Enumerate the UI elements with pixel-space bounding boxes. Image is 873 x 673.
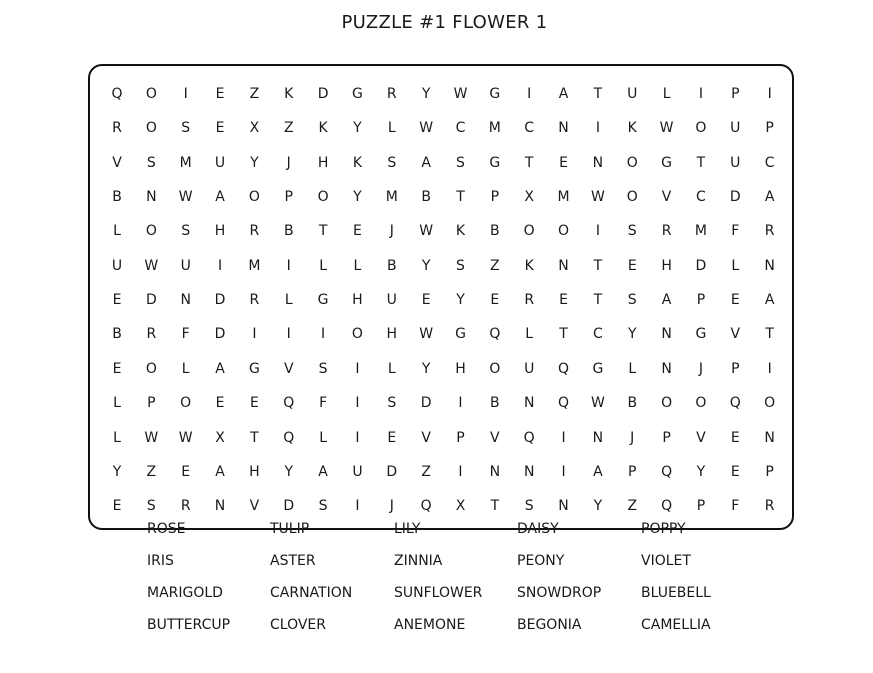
grid-letter[interactable]: H bbox=[455, 360, 466, 377]
grid-letter[interactable]: T bbox=[318, 223, 328, 240]
grid-letter[interactable]: W bbox=[419, 326, 434, 343]
grid-letter[interactable]: D bbox=[695, 257, 707, 274]
grid-letter[interactable]: O bbox=[180, 395, 192, 412]
grid-letter[interactable]: R bbox=[112, 120, 122, 137]
grid-letter[interactable]: I bbox=[217, 257, 223, 274]
word-list-item: MARIGOLD bbox=[147, 585, 223, 601]
grid-letter[interactable]: P bbox=[765, 463, 774, 480]
grid-letter[interactable]: K bbox=[318, 120, 328, 137]
grid-letter[interactable]: E bbox=[730, 292, 740, 309]
grid-letter[interactable]: N bbox=[180, 292, 191, 309]
grid-letter[interactable]: T bbox=[593, 292, 603, 309]
grid-letter[interactable]: P bbox=[284, 189, 293, 206]
grid-letter[interactable]: B bbox=[112, 189, 122, 206]
grid-letter[interactable]: L bbox=[319, 429, 327, 446]
grid-letter[interactable]: D bbox=[420, 395, 432, 412]
grid-letter[interactable]: B bbox=[490, 395, 500, 412]
grid-letter[interactable]: F bbox=[731, 223, 740, 240]
grid-letter[interactable]: A bbox=[558, 86, 569, 102]
grid-letter[interactable]: N bbox=[592, 429, 604, 446]
grid-letter[interactable]: N bbox=[661, 326, 672, 343]
grid-letter[interactable]: I bbox=[183, 86, 188, 102]
grid-letter[interactable]: H bbox=[317, 154, 329, 171]
word-list-item: ASTER bbox=[270, 553, 316, 569]
grid-letter[interactable]: W bbox=[419, 120, 434, 137]
grid-letter[interactable]: C bbox=[455, 120, 466, 137]
grid-letter[interactable]: R bbox=[249, 292, 260, 309]
grid-letter[interactable]: C bbox=[524, 120, 535, 137]
grid-letter[interactable]: N bbox=[558, 257, 569, 274]
grid-letter[interactable]: W bbox=[178, 429, 193, 446]
grid-letter[interactable]: N bbox=[558, 120, 569, 137]
grid-letter[interactable]: Y bbox=[284, 463, 294, 480]
grid-letter[interactable]: I bbox=[767, 360, 772, 377]
grid-letter[interactable]: P bbox=[731, 86, 740, 102]
grid-letter[interactable]: L bbox=[113, 429, 121, 446]
grid-letter[interactable]: G bbox=[489, 86, 501, 102]
grid-letter[interactable]: G bbox=[489, 154, 501, 171]
grid-letter[interactable]: S bbox=[318, 360, 328, 377]
grid-letter[interactable]: Y bbox=[421, 360, 431, 377]
grid-letter[interactable]: T bbox=[250, 429, 259, 446]
grid-letter[interactable]: X bbox=[249, 120, 260, 137]
grid-letter[interactable]: H bbox=[661, 257, 672, 274]
grid-letter[interactable]: Y bbox=[627, 326, 637, 343]
grid-letter[interactable]: Y bbox=[112, 463, 122, 480]
grid-letter[interactable]: I bbox=[252, 326, 257, 343]
grid-letter[interactable]: N bbox=[523, 463, 535, 480]
grid-letter[interactable]: O bbox=[145, 120, 157, 137]
grid-letter[interactable]: W bbox=[144, 257, 159, 274]
grid-letter[interactable]: Q bbox=[729, 395, 741, 412]
grid-letter[interactable]: Q bbox=[489, 326, 501, 343]
grid-letter[interactable]: U bbox=[111, 257, 123, 274]
word-list-item: TULIP bbox=[270, 521, 310, 537]
grid-letter[interactable]: T bbox=[559, 326, 568, 343]
grid-letter[interactable]: N bbox=[764, 429, 775, 446]
grid-letter[interactable]: S bbox=[387, 395, 397, 412]
grid-letter[interactable]: E bbox=[112, 292, 122, 309]
grid-letter[interactable]: Q bbox=[283, 429, 295, 446]
grid-letter[interactable]: P bbox=[490, 189, 500, 206]
grid-letter[interactable]: T bbox=[593, 257, 603, 274]
grid-letter[interactable]: H bbox=[249, 463, 260, 480]
grid-letter[interactable]: O bbox=[695, 120, 707, 137]
grid-letter[interactable]: Q bbox=[523, 429, 535, 446]
grid-letter[interactable]: Z bbox=[490, 257, 500, 274]
grid-letter[interactable]: K bbox=[524, 257, 534, 274]
grid-letter[interactable]: P bbox=[628, 463, 637, 480]
grid-letter[interactable]: E bbox=[490, 292, 500, 309]
grid-letter[interactable]: N bbox=[214, 498, 226, 515]
grid-letter[interactable]: K bbox=[627, 120, 637, 137]
grid-letter[interactable]: T bbox=[524, 154, 534, 171]
grid-letter[interactable]: U bbox=[730, 154, 741, 171]
word-list-item: CAMELLIA bbox=[641, 617, 711, 633]
grid-letter[interactable]: L bbox=[113, 395, 121, 412]
grid-letter[interactable]: E bbox=[559, 154, 568, 171]
word-list-item: POPPY bbox=[641, 521, 686, 537]
grid-letter[interactable]: O bbox=[145, 223, 157, 240]
word-list-item: VIOLET bbox=[641, 553, 691, 569]
grid-letter[interactable]: E bbox=[181, 463, 191, 480]
grid-letter[interactable]: L bbox=[731, 257, 740, 274]
grid-letter[interactable]: L bbox=[525, 326, 534, 343]
grid-letter[interactable]: V bbox=[730, 326, 741, 343]
word-list-item: IRIS bbox=[147, 553, 174, 569]
grid-letter[interactable]: M bbox=[385, 189, 398, 206]
grid-letter[interactable]: E bbox=[730, 429, 740, 446]
grid-letter[interactable]: S bbox=[181, 120, 191, 137]
grid-letter[interactable]: E bbox=[730, 463, 740, 480]
grid-letter[interactable]: W bbox=[144, 429, 159, 446]
grid-letter[interactable]: V bbox=[283, 360, 294, 377]
grid-letter[interactable]: P bbox=[147, 395, 156, 412]
grid-letter[interactable]: Q bbox=[558, 395, 570, 412]
grid-letter[interactable]: M bbox=[557, 189, 570, 206]
grid-letter[interactable]: G bbox=[695, 326, 707, 343]
grid-letter[interactable]: I bbox=[355, 498, 360, 515]
grid-letter[interactable]: R bbox=[386, 86, 397, 102]
grid-letter[interactable]: E bbox=[421, 292, 431, 309]
grid-letter[interactable]: A bbox=[215, 360, 225, 377]
grid-letter[interactable]: S bbox=[456, 154, 465, 171]
grid-letter[interactable]: K bbox=[352, 154, 363, 171]
grid-letter[interactable]: N bbox=[146, 189, 157, 206]
grid-letter[interactable]: I bbox=[286, 257, 291, 274]
page-title: PUZZLE #1 FLOWER 1 bbox=[341, 12, 548, 33]
grid-letter[interactable]: P bbox=[765, 120, 774, 137]
grid-letter[interactable]: A bbox=[421, 154, 431, 171]
grid-letter[interactable]: E bbox=[215, 86, 225, 102]
grid-letter[interactable]: X bbox=[524, 189, 534, 206]
grid-letter[interactable]: T bbox=[456, 189, 465, 206]
grid-letter[interactable]: O bbox=[764, 395, 776, 412]
grid-letter[interactable]: E bbox=[627, 257, 637, 274]
grid-letter[interactable]: J bbox=[698, 360, 703, 377]
word-list-item: DAISY bbox=[517, 521, 559, 537]
grid-letter[interactable]: V bbox=[661, 189, 672, 206]
grid-letter[interactable]: Y bbox=[421, 257, 431, 274]
grid-letter[interactable]: O bbox=[558, 223, 570, 240]
grid-letter[interactable]: R bbox=[249, 223, 260, 240]
grid-letter[interactable]: V bbox=[421, 429, 431, 446]
grid-letter[interactable]: G bbox=[317, 292, 329, 309]
grid-letter[interactable]: D bbox=[386, 463, 398, 480]
word-list-item: CLOVER bbox=[270, 617, 326, 633]
grid-letter[interactable]: M bbox=[694, 223, 707, 240]
grid-letter[interactable]: O bbox=[351, 326, 363, 343]
grid-letter[interactable]: U bbox=[386, 292, 397, 309]
grid-letter[interactable]: X bbox=[455, 498, 466, 515]
grid-letter[interactable]: Q bbox=[420, 498, 432, 515]
grid-letter[interactable]: B bbox=[283, 223, 294, 240]
grid-letter[interactable]: B bbox=[112, 326, 122, 343]
grid-letter[interactable]: W bbox=[178, 189, 193, 206]
grid-letter[interactable]: D bbox=[729, 189, 741, 206]
grid-letter[interactable]: U bbox=[627, 86, 638, 102]
grid-letter[interactable]: U bbox=[214, 154, 226, 171]
grid-letter[interactable]: A bbox=[215, 463, 225, 480]
grid-letter[interactable]: C bbox=[764, 154, 775, 171]
grid-letter[interactable]: O bbox=[248, 189, 260, 206]
grid-letter[interactable]: Q bbox=[661, 498, 673, 515]
grid-letter[interactable]: P bbox=[731, 360, 740, 377]
grid-letter[interactable]: D bbox=[145, 292, 157, 309]
grid-letter[interactable]: J bbox=[286, 154, 291, 171]
grid-letter[interactable]: J bbox=[389, 498, 394, 515]
grid-letter[interactable]: F bbox=[731, 498, 740, 515]
grid-letter[interactable]: V bbox=[112, 154, 122, 171]
grid-letter[interactable]: L bbox=[353, 257, 362, 274]
grid-letter[interactable]: I bbox=[527, 86, 532, 102]
grid-letter[interactable]: G bbox=[592, 360, 604, 377]
grid-letter[interactable]: W bbox=[590, 395, 605, 412]
grid-letter[interactable]: N bbox=[592, 154, 604, 171]
grid-letter[interactable]: N bbox=[661, 360, 672, 377]
word-list-item: BUTTERCUP bbox=[147, 617, 231, 633]
grid-letter[interactable]: Z bbox=[421, 463, 431, 480]
grid-letter[interactable]: E bbox=[559, 292, 568, 309]
grid-letter[interactable]: F bbox=[319, 395, 328, 412]
grid-letter[interactable]: S bbox=[318, 498, 328, 515]
grid-letter[interactable]: I bbox=[698, 86, 703, 102]
grid-letter[interactable]: M bbox=[248, 257, 261, 274]
grid-letter[interactable]: O bbox=[695, 395, 707, 412]
grid-letter[interactable]: D bbox=[283, 498, 295, 515]
grid-letter[interactable]: R bbox=[661, 223, 672, 240]
word-list-item: SUNFLOWER bbox=[394, 585, 483, 601]
grid-letter[interactable]: O bbox=[523, 223, 535, 240]
grid-letter[interactable]: Z bbox=[627, 498, 638, 515]
grid-letter[interactable]: A bbox=[661, 292, 672, 309]
grid-letter[interactable]: F bbox=[181, 326, 190, 343]
grid-letter[interactable]: A bbox=[764, 292, 775, 309]
grid-letter[interactable]: Z bbox=[283, 120, 294, 137]
grid-letter[interactable]: S bbox=[524, 498, 534, 515]
grid-letter[interactable]: L bbox=[387, 120, 396, 137]
grid-letter[interactable]: X bbox=[215, 429, 225, 446]
grid-letter[interactable]: W bbox=[453, 86, 468, 102]
grid-letter[interactable]: P bbox=[696, 292, 706, 309]
grid-letter[interactable]: I bbox=[286, 326, 291, 343]
grid-letter[interactable]: S bbox=[387, 154, 397, 171]
grid-letter[interactable]: N bbox=[558, 498, 569, 515]
grid-letter[interactable]: T bbox=[490, 498, 500, 515]
grid-letter[interactable]: I bbox=[321, 326, 326, 343]
grid-letter[interactable]: R bbox=[764, 223, 775, 240]
grid-letter[interactable]: L bbox=[387, 360, 396, 377]
word-list-item: CARNATION bbox=[270, 585, 353, 601]
grid-letter[interactable]: B bbox=[627, 395, 638, 412]
grid-letter[interactable]: I bbox=[355, 395, 360, 412]
grid-letter[interactable]: O bbox=[661, 395, 673, 412]
grid-letter[interactable]: N bbox=[764, 257, 775, 274]
grid-letter[interactable]: V bbox=[249, 498, 260, 515]
grid-letter[interactable]: L bbox=[181, 360, 190, 377]
grid-letter[interactable]: P bbox=[696, 498, 706, 515]
grid-letter[interactable]: Y bbox=[593, 498, 603, 515]
grid-letter[interactable]: L bbox=[662, 86, 671, 102]
grid-letter[interactable]: H bbox=[214, 223, 226, 240]
grid-letter[interactable]: L bbox=[113, 223, 121, 240]
grid-letter[interactable]: K bbox=[284, 86, 294, 102]
word-list-item: BEGONIA bbox=[517, 617, 582, 633]
grid-letter[interactable]: Y bbox=[353, 120, 362, 137]
grid-letter[interactable]: L bbox=[628, 360, 637, 377]
grid-letter[interactable]: V bbox=[696, 429, 706, 446]
word-list-item: SNOWDROP bbox=[517, 585, 602, 601]
grid-letter[interactable]: N bbox=[523, 395, 535, 412]
grid-letter[interactable]: G bbox=[248, 360, 260, 377]
grid-letter[interactable]: Z bbox=[249, 86, 260, 102]
grid-letter[interactable]: I bbox=[458, 395, 463, 412]
grid-letter[interactable]: U bbox=[524, 360, 535, 377]
grid-letter[interactable]: Z bbox=[146, 463, 157, 480]
grid-letter[interactable]: S bbox=[181, 223, 191, 240]
grid-letter[interactable]: P bbox=[456, 429, 465, 446]
grid-letter[interactable]: Y bbox=[421, 86, 431, 102]
grid-letter[interactable]: H bbox=[386, 326, 398, 343]
grid-letter[interactable]: O bbox=[626, 154, 638, 171]
grid-letter[interactable]: C bbox=[593, 326, 603, 343]
grid-letter[interactable]: P bbox=[662, 429, 671, 446]
grid-letter[interactable]: D bbox=[214, 292, 226, 309]
grid-letter[interactable]: U bbox=[352, 463, 363, 480]
grid-letter[interactable]: A bbox=[764, 189, 775, 206]
grid-letter[interactable]: A bbox=[318, 463, 328, 480]
grid-letter[interactable]: E bbox=[215, 395, 225, 412]
grid-letter[interactable]: Q bbox=[283, 395, 295, 412]
grid-letter[interactable]: I bbox=[561, 463, 566, 480]
grid-letter[interactable]: J bbox=[630, 429, 635, 446]
grid-letter[interactable]: J bbox=[389, 223, 394, 240]
grid-letter[interactable]: Q bbox=[111, 86, 123, 102]
grid-letter[interactable]: E bbox=[112, 360, 122, 377]
grid-letter[interactable]: W bbox=[419, 223, 434, 240]
grid-letter[interactable]: T bbox=[765, 326, 774, 343]
grid-letter[interactable]: L bbox=[284, 292, 293, 309]
grid-letter[interactable]: I bbox=[355, 429, 360, 446]
word-list-item: ZINNIA bbox=[394, 553, 443, 569]
grid-letter[interactable]: B bbox=[421, 189, 431, 206]
grid-letter[interactable]: W bbox=[590, 189, 605, 206]
grid-letter[interactable]: E bbox=[215, 120, 225, 137]
grid-letter[interactable]: E bbox=[112, 498, 122, 515]
word-list-item: ANEMONE bbox=[394, 617, 466, 633]
grid-letter[interactable]: I bbox=[561, 429, 566, 446]
grid-letter[interactable]: G bbox=[455, 326, 466, 343]
grid-letter[interactable]: D bbox=[317, 86, 329, 102]
grid-letter[interactable]: W bbox=[659, 120, 674, 137]
grid-letter[interactable]: R bbox=[524, 292, 535, 309]
grid-letter[interactable]: A bbox=[593, 463, 603, 480]
grid-letter[interactable]: K bbox=[455, 223, 466, 240]
word-list-item: PEONY bbox=[517, 553, 565, 569]
grid-letter[interactable]: R bbox=[764, 498, 775, 515]
grid-letter[interactable]: V bbox=[490, 429, 500, 446]
grid-letter[interactable]: H bbox=[352, 292, 363, 309]
grid-letter[interactable]: I bbox=[355, 360, 360, 377]
word-list-item: LILY bbox=[394, 521, 421, 537]
grid-letter[interactable]: E bbox=[387, 429, 397, 446]
grid-letter[interactable]: B bbox=[386, 257, 397, 274]
grid-letter[interactable]: S bbox=[456, 257, 465, 274]
grid-letter[interactable]: L bbox=[319, 257, 327, 274]
grid-letter[interactable]: I bbox=[767, 86, 772, 102]
grid-letter[interactable]: I bbox=[595, 120, 600, 137]
grid-letter[interactable]: D bbox=[214, 326, 226, 343]
grid-letter[interactable]: I bbox=[458, 463, 463, 480]
grid-letter[interactable]: M bbox=[179, 154, 192, 171]
grid-letter[interactable]: I bbox=[595, 223, 600, 240]
grid-letter[interactable]: O bbox=[145, 86, 157, 102]
grid-letter[interactable]: S bbox=[627, 292, 637, 309]
grid-letter[interactable]: R bbox=[180, 498, 191, 515]
grid-letter[interactable]: O bbox=[145, 360, 157, 377]
grid-letter[interactable]: U bbox=[180, 257, 191, 274]
grid-letter[interactable]: T bbox=[696, 154, 706, 171]
grid-letter[interactable]: Q bbox=[558, 360, 570, 377]
grid-letter[interactable]: B bbox=[490, 223, 500, 240]
grid-letter[interactable]: Y bbox=[250, 154, 259, 171]
grid-letter[interactable]: E bbox=[353, 223, 362, 240]
grid-letter[interactable]: Y bbox=[696, 463, 706, 480]
grid-letter[interactable]: G bbox=[661, 154, 673, 171]
grid-letter[interactable]: M bbox=[488, 120, 501, 137]
grid-letter[interactable]: T bbox=[593, 86, 603, 102]
grid-letter[interactable]: Q bbox=[661, 463, 673, 480]
grid-letter[interactable]: S bbox=[146, 498, 156, 515]
grid-letter[interactable]: A bbox=[215, 189, 225, 206]
grid-letter[interactable]: Y bbox=[353, 189, 362, 206]
grid-letter[interactable]: O bbox=[626, 189, 638, 206]
grid-letter[interactable]: S bbox=[627, 223, 637, 240]
grid-letter[interactable]: R bbox=[146, 326, 157, 343]
grid-letter[interactable]: Y bbox=[456, 292, 465, 309]
grid-letter[interactable]: E bbox=[249, 395, 259, 412]
grid-letter[interactable]: S bbox=[146, 154, 156, 171]
grid-letter[interactable]: O bbox=[317, 189, 329, 206]
grid-letter[interactable]: C bbox=[696, 189, 706, 206]
word-list-item: BLUEBELL bbox=[641, 585, 711, 601]
grid-letter[interactable]: N bbox=[489, 463, 501, 480]
grid-letter[interactable]: G bbox=[352, 86, 363, 102]
word-list-item: ROSE bbox=[147, 521, 186, 537]
grid-letter[interactable]: U bbox=[730, 120, 741, 137]
grid-letter[interactable]: O bbox=[489, 360, 501, 377]
